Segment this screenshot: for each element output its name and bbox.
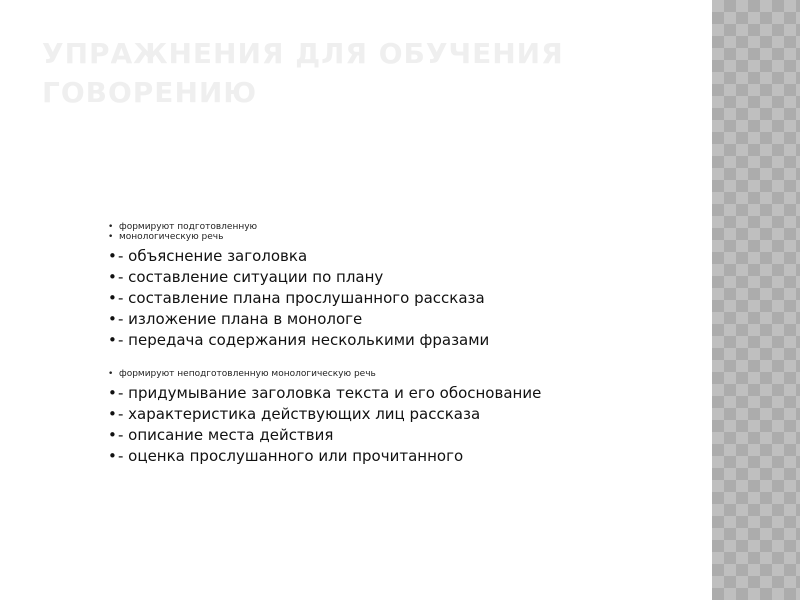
group-heading-unprepared — [108, 369, 708, 379]
exercise-list-prepared — [108, 246, 708, 351]
exercise-item — [108, 267, 708, 288]
exercise-item — [108, 404, 708, 425]
exercise-item — [108, 425, 708, 446]
slide-content — [108, 222, 708, 467]
exercise-text: - описание места действия — [118, 426, 334, 444]
group-heading-prepared — [108, 222, 708, 242]
exercise-item — [108, 446, 708, 467]
exercise-item — [108, 330, 708, 351]
group-heading-text: формируют подготовленную — [119, 222, 258, 232]
bullet-icon: • — [108, 268, 117, 286]
decorative-side-panel — [712, 0, 800, 600]
exercise-item — [108, 246, 708, 267]
group-spacer — [108, 351, 708, 369]
exercise-text: - характеристика действующих лиц рассказа — [118, 405, 481, 423]
exercise-text: - изложение плана в монологе — [118, 310, 363, 328]
group-heading-line — [108, 369, 708, 379]
exercise-text: - объяснение заголовка — [118, 247, 308, 265]
exercise-list-unprepared — [108, 383, 708, 467]
bullet-icon: • — [108, 232, 114, 242]
exercise-text: - оценка прослушанного или прочитанного — [118, 447, 464, 465]
bullet-icon: • — [108, 331, 117, 349]
bullet-icon: • — [108, 369, 114, 379]
exercise-item — [108, 288, 708, 309]
exercise-text: - составление плана прослушанного рассказа — [118, 289, 485, 307]
bullet-icon: • — [108, 310, 117, 328]
exercise-item — [108, 309, 708, 330]
group-heading-line — [108, 232, 708, 242]
exercise-item — [108, 383, 708, 404]
exercise-text: - придумывание заголовка текста и его обоснование — [118, 384, 542, 402]
bullet-icon: • — [108, 426, 117, 444]
bullet-icon: • — [108, 247, 117, 265]
group-heading-text: монологическую речь — [119, 232, 224, 242]
exercise-text: - передача содержания несколькими фразами — [118, 331, 490, 349]
bullet-icon: • — [108, 384, 117, 402]
exercise-text: - составление ситуации по плану — [118, 268, 384, 286]
group-heading-text: формируют неподготовленную монологическую речь — [119, 369, 376, 379]
slide-title: УПРАЖНЕНИЯ ДЛЯ ОБУЧЕНИЯ ГОВОРЕНИЮ — [42, 37, 564, 109]
group-heading-line — [108, 222, 708, 232]
bullet-icon: • — [108, 222, 114, 232]
bullet-icon: • — [108, 447, 117, 465]
bullet-icon: • — [108, 405, 117, 423]
bullet-icon: • — [108, 289, 117, 307]
